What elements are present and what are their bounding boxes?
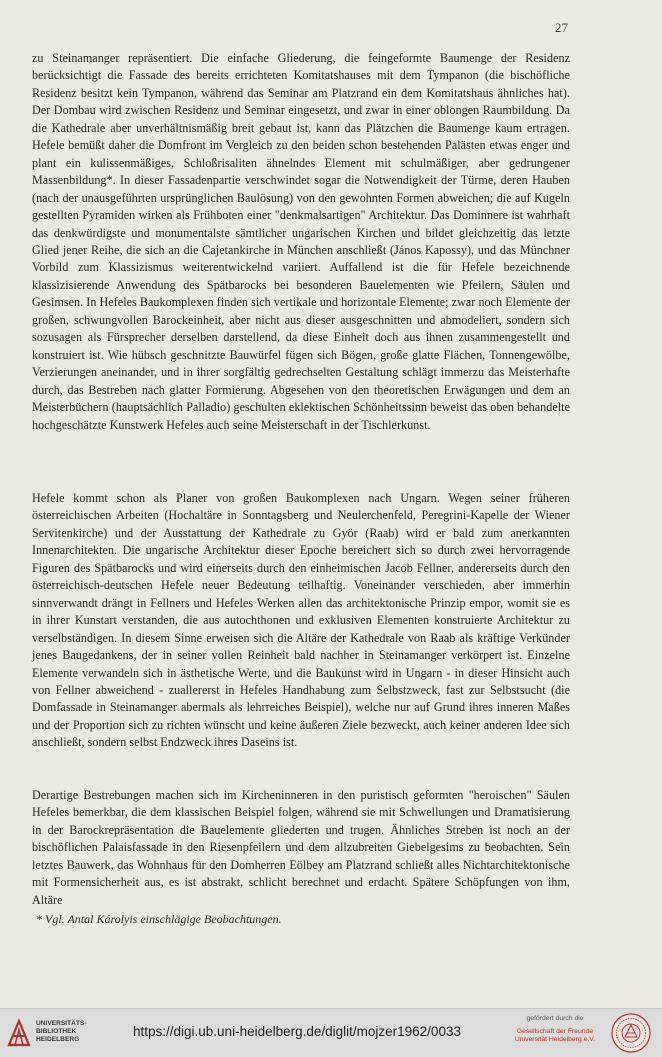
paragraph-3: Derartige Bestrebungen machen sich im Kircheninneren in den puristisch geformten "heroischen" Säulen Hefeles bemerkbar, die dem klassischen Beispiel folgen, während sie mit Schwellungen und Dramatisierung in der Barockrepräsentation die Bauelemente gliederten und trugen. Ähnliches Streben ist noch an der bischöflichen Palaisfassade in den Riesenpfeilern und dem allzubreiten Giebelgesims zu beobachten. Sein letztes Bauwerk, das Wohnhaus für den Domherren Eölbey am Platzrand schließt alles Nichtarchitektonische mit Formensicherheit aus, es ist abstrakt, schlicht berechnet und erdacht. Spätere Schöpfungen von ihm, Altäre [32, 788, 570, 907]
paragraph-2: Hefele kommt schon als Planer von großen Baukomplexen nach Ungarn. Wegen seiner früheren österreichischen Arbeiten (Hochaltäre in Sonntagsberg und Neulerchenfeld, Peregrini-Kapelle der Wiener Servitenkirche) und der Ausstattung der Kathedrale zu Györ (Raab) wird er bald zum anerkannten Innenarchitekten. Die ungarische Architektur dieser Epoche bereichert sich so durch zwei hervorragende Figuren des Spätbarocks und wird einerseits durch den einheimischen Jacob Fellner, andererseits durch den österreichisch-deutschen Hefele neuer Bedeutung teilhaftig. Voneinander verschieden, aber immerhin sinnverwandt drängt in Fellners und Hefeles Werken allen das architektonische Prinzip empor, womit sie es in ihrer Kunstart verstanden, die aus autochthonen und exklusiven Elementen konstruierte Architektur zu verselbständigen. In diesem Sinne erweisen sich die Altäre der Kathedrale von Raab als kräftige Verkünder jenes Baugedankens, der in seiner vollen Reinheit bald nachher in Steinamanger verkörpert ist. Einzelne Elemente verwandeln sich in ästhetische Werte, und die Baukunst wird in Ungarn - in dieser Hinsicht auch von Fellner abweichend - zuallererst in Hefeles Handhabung zum Selbstzweck, fast zur Selbstsucht (die Domfassade in Steinamanger abermals als lehrreiches Beispiel), welche nur auf Grund ihres inneren Maßes und der Proportion sich zu richten wünscht und keine äußeren Ziele bezweckt, auch keiner anderen Idee sich anschließt, sondern selbst Endzweck ihres Daseins ist. [32, 491, 570, 750]
library-name[interactable]: UNIVERSITÄTS- BIBLIOTHEK HEIDELBERG [36, 1020, 87, 1043]
university-seal-icon [611, 1013, 651, 1053]
ub-heidelberg-logo-icon[interactable] [6, 1018, 32, 1048]
page-number: 27 [555, 20, 568, 35]
sponsor-block[interactable] [509, 1015, 601, 1045]
paragraph-1: zu Steinamanger repräsentiert. Die einfache Gliederung, die feingeformte Baumenge der Residenz berücksichtigt die Fassade des bereits errichteten Komitatshauses mit dem Tympanon (die bischöfliche Residenz besitzt kein Tympanon, während das Seminar am Platzrand ein dem Komitatshaus ähnliches hat). Der Dombau wird zwischen Residenz und Seminar eingesetzt, und zwar in einer oblongen Raumbildung. Da die Kathedrale aber unverhältnismäßig breit gebaut ist, kann das Plätzchen die Baumenge kaum ertragen. Hefele bemüßt daher die Domfront im Vergleich zu den beiden schon bestehenden Palästen etwas enger und plant ein kulissenmäßiges, Schloßrisaliten ähnelndes Element mit schulmäßiger, aber gedrungener Massenbildung*. In dieser Fassadenpartie verschwindet sogar die Notwendigkeit der Türme, deren Hauben (nach der unausgeführten ursprünglichen Baulösung) von den gewohnten Formen abweichen; die auf Kugeln gestellten Pyramiden wirken als Frühboten einer "denkmalsartigen" Architektur. Das Dominnere ist wahrhaft das denkwürdigste und monumentalste sämtlicher ungarischen Kirchen und bildet gleichzeitig das letzte Glied jener Reihe, die sich an die Cajetankirche in München anschließt (János Kapossy), und das Münchner Vorbild zum Klassizismus weiterentwickelnd variiert. Auffallend ist die für Hefele bezeichnende klassizisierende Anwendung des Spätbarocks bei besonderen Bauelementen wie Pfeilern, Säulen und Gesimsen. In Hefeles Baukomplexen finden sich vertikale und horizontale Elemente; zwar noch Elemente der großen, schwungvollen Barockeinheit, aber nicht aus dieser ausgeschnitten und abmodeliert, sondern sich sozusagen als Fürsprecher derselben darstellend, da diese Einheit doch aus ihnen zusammengestellt und konstruiert ist. Wie hübsch geschnitzte Bauwürfel fügen sich Bögen, große glatte Flächen, Tonnengewölbe, Verzierungen aneinander, und in ihrer sorgfältig gedrechselten Gestaltung schlägt immerzu das Meisterhafte durch, das Bestreben nach glatter Formierung. Abgesehen von den theoretischen Erwägungen und dem an Meisterbüchern (hauptsächlich Palladio) geschulten eklektischen Schönheitssinn beweist das oben behandelte hochgeschätzte Kunstwerk Hefeles auch seine Meisterschaft in der Tischlerkunst. [32, 51, 570, 432]
footnote: * Vgl. Antal Károlyis einschlägige Beobachtungen. [36, 912, 282, 926]
viewer-footer [0, 1008, 662, 1057]
sponsor-name: Gesellschaft der Freunde Universität Heidelberg e.V. [514, 1027, 596, 1043]
permalink-url[interactable]: https://digi.ub.uni-heidelberg.de/diglit/mojzer1962/0033 [133, 1024, 461, 1039]
sponsor-label: gefördert durch die [526, 1015, 584, 1022]
